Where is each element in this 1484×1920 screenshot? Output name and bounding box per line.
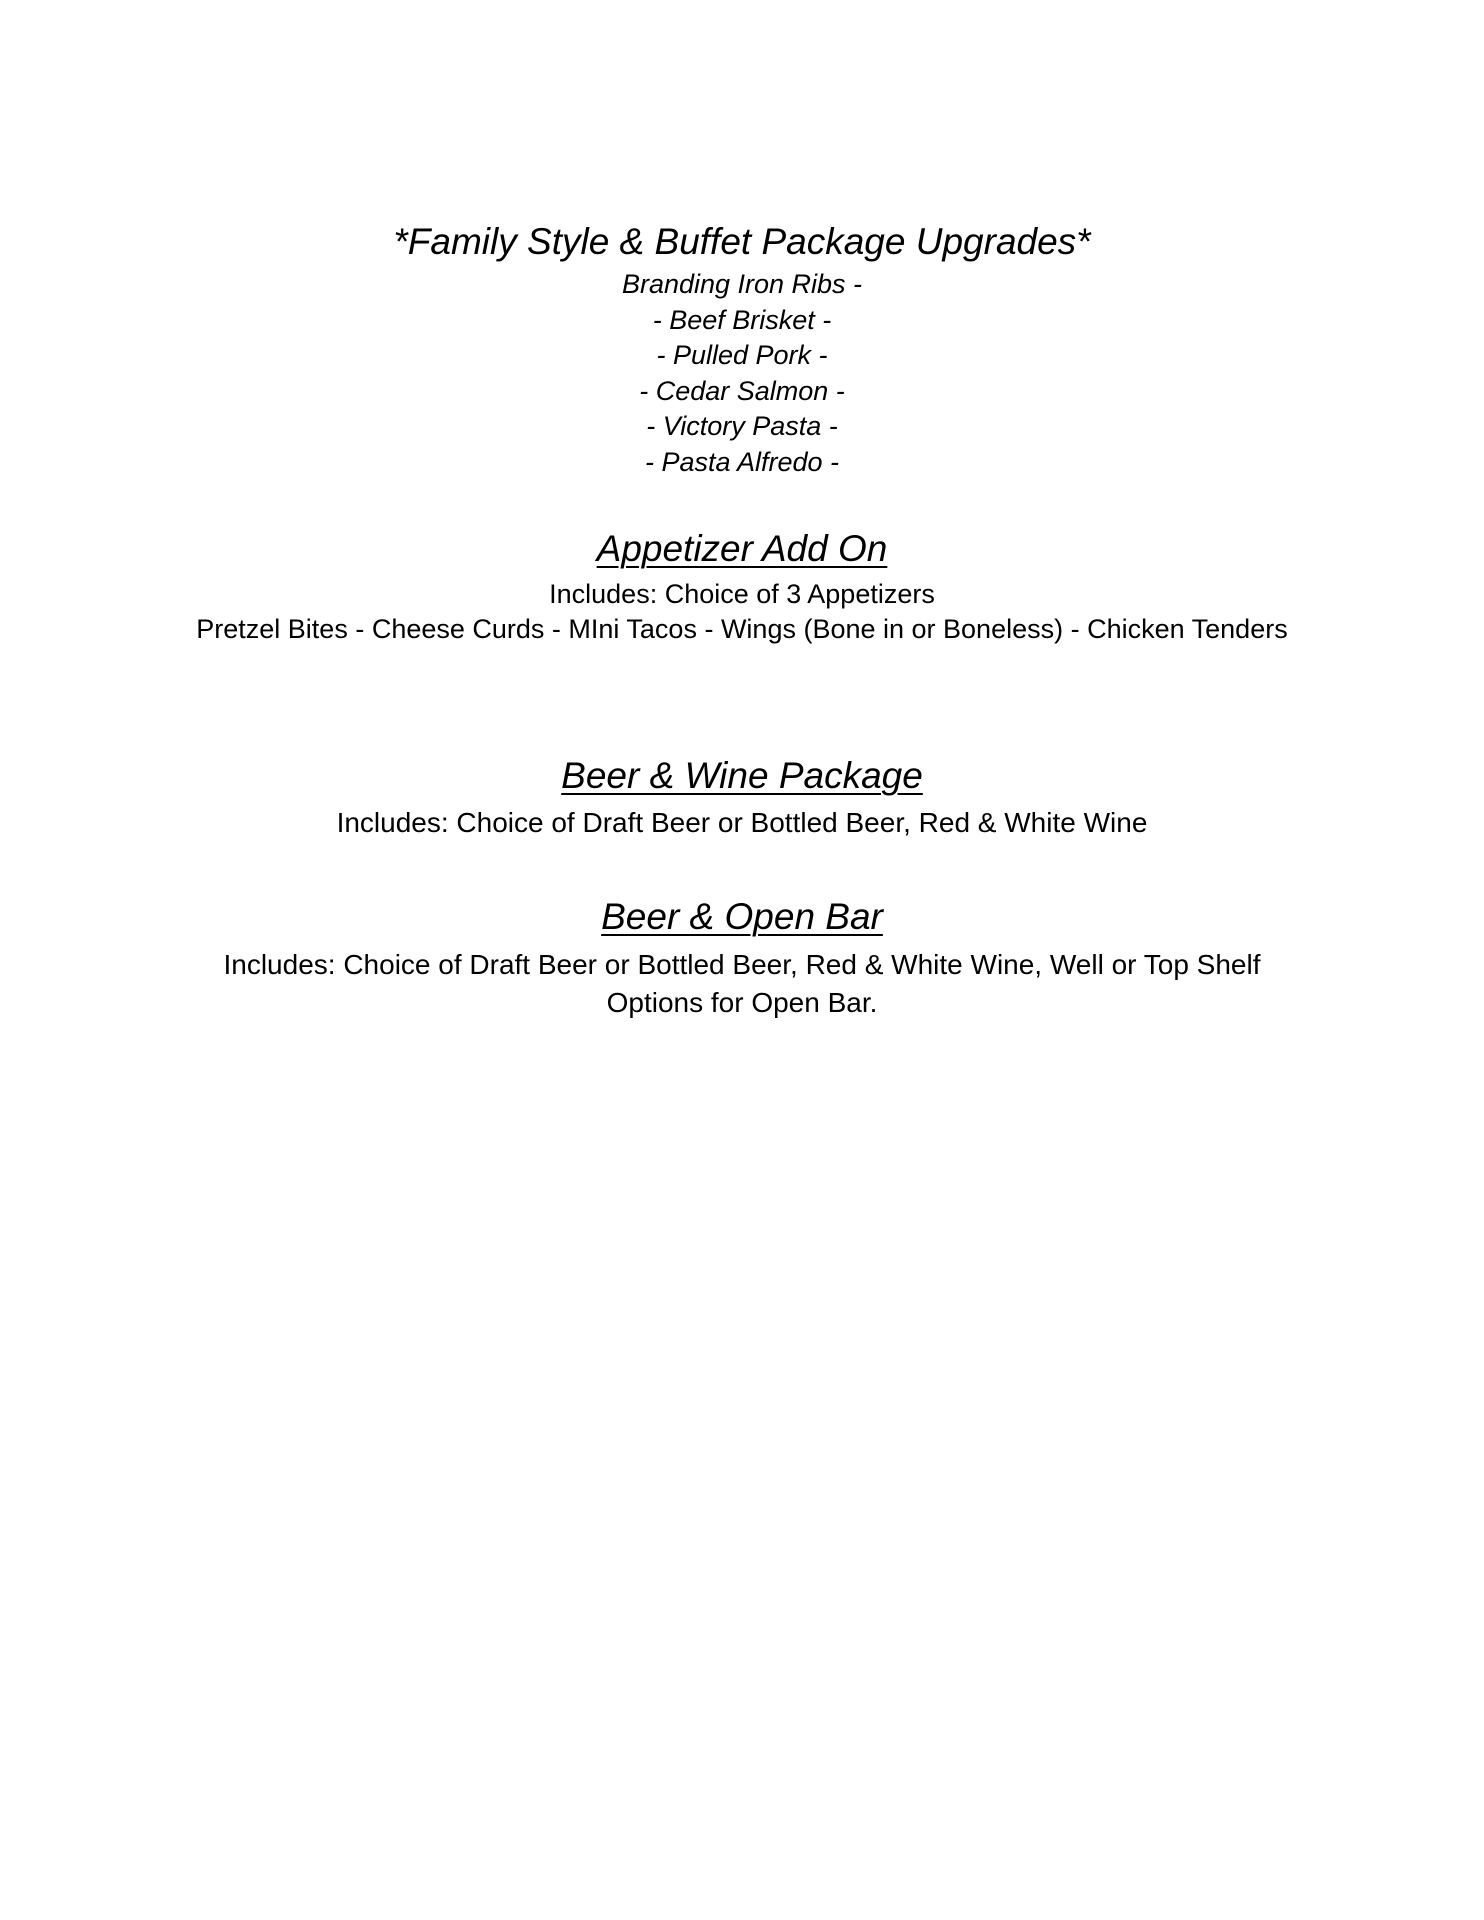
upgrade-item: - Pulled Pork - — [656, 340, 828, 370]
open-bar-includes-line2: Options for Open Bar. — [606, 987, 878, 1018]
open-bar-includes-line1: Includes: Choice of Draft Beer or Bottled Beer, Red & White Wine, Well or Top Shelf — [223, 949, 1261, 980]
appetizer-items: Pretzel Bites - Cheese Curds - MIni Tacos - Wings (Bone in or Boneless) - Chicken Tenders — [196, 614, 1288, 644]
upgrade-item: - Victory Pasta - — [646, 411, 838, 441]
upgrade-item: Branding Iron Ribs - — [621, 269, 863, 299]
beer-wine-heading: Beer & Wine Package — [561, 755, 923, 796]
upgrade-item: - Beef Brisket - — [652, 304, 832, 335]
open-bar-heading: Beer & Open Bar — [601, 896, 883, 937]
upgrade-item: - Cedar Salmon - — [639, 375, 845, 406]
upgrades-list — [0, 267, 1484, 480]
upgrade-item: - Pasta Alfredo - — [644, 446, 840, 477]
open-bar-includes — [0, 946, 1484, 1022]
appetizer-heading: Appetizer Add On — [596, 528, 888, 569]
beer-wine-includes: Includes: Choice of Draft Beer or Bottled Beer, Red & White Wine — [336, 807, 1148, 838]
upgrades-title: *Family Style & Buffet Package Upgrades* — [393, 221, 1091, 262]
appetizer-includes: Includes: Choice of 3 Appetizers — [549, 579, 935, 609]
